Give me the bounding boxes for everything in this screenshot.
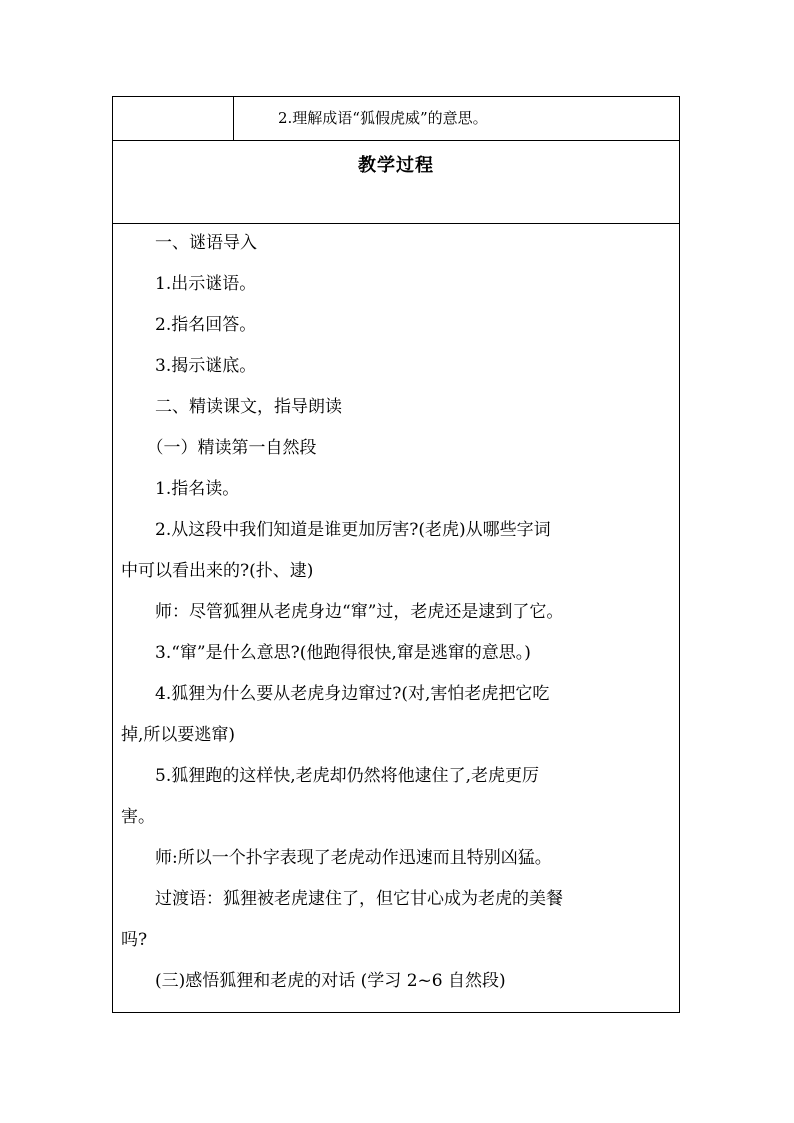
body-line: 中可以看出来的?(扑、逮) — [121, 561, 314, 581]
body-line: 4.狐狸为什么要从老虎身边窜过?(对,害怕老虎把它吃 — [121, 684, 550, 704]
process-heading-row — [113, 141, 679, 224]
body-line: (三)感悟狐狸和老虎的对话 (学习 2~6 自然段) — [121, 971, 506, 991]
body-line: 2.从这段中我们知道是谁更加厉害?(老虎)从哪些字词 — [121, 520, 551, 540]
body-line: 3.揭示谜底。 — [121, 356, 257, 376]
body-line: 2.指名回答。 — [121, 315, 257, 335]
body-line: 害。 — [121, 807, 155, 827]
body-line: 1.出示谜语。 — [121, 274, 257, 294]
body-line: 二、精读课文，指导朗读 — [121, 397, 342, 417]
body-line: 3.“窜”是什么意思?(他跑得很快,窜是逃窜的意思。) — [121, 643, 531, 663]
body-line: 吗? — [121, 930, 148, 950]
body-line: 1.指名读。 — [121, 479, 240, 499]
body-line: 师：尽管狐狸从老虎身边“窜”过，老虎还是逮到了它。 — [121, 602, 564, 622]
body-line: 5.狐狸跑的这样快,老虎却仍然将他逮住了,老虎更厉 — [121, 766, 540, 786]
body-line: （一）精读第一自然段 — [121, 438, 317, 458]
body-line: 掉,所以要逃窜) — [121, 725, 236, 745]
body-line: 一、谜语导入 — [121, 233, 257, 253]
lesson-plan-table — [112, 96, 680, 1013]
objective-text: 2.理解成语“狐假虎威”的意思。 — [278, 109, 488, 127]
objective-row — [113, 97, 679, 141]
section-heading: 教学过程 — [358, 155, 434, 176]
objective-label-cell — [113, 97, 234, 140]
body-line: 师:所以一个扑字表现了老虎动作迅速而且特别凶猛。 — [121, 848, 552, 868]
body-line: 过渡语：狐狸被老虎逮住了，但它甘心成为老虎的美餐 — [121, 889, 563, 909]
